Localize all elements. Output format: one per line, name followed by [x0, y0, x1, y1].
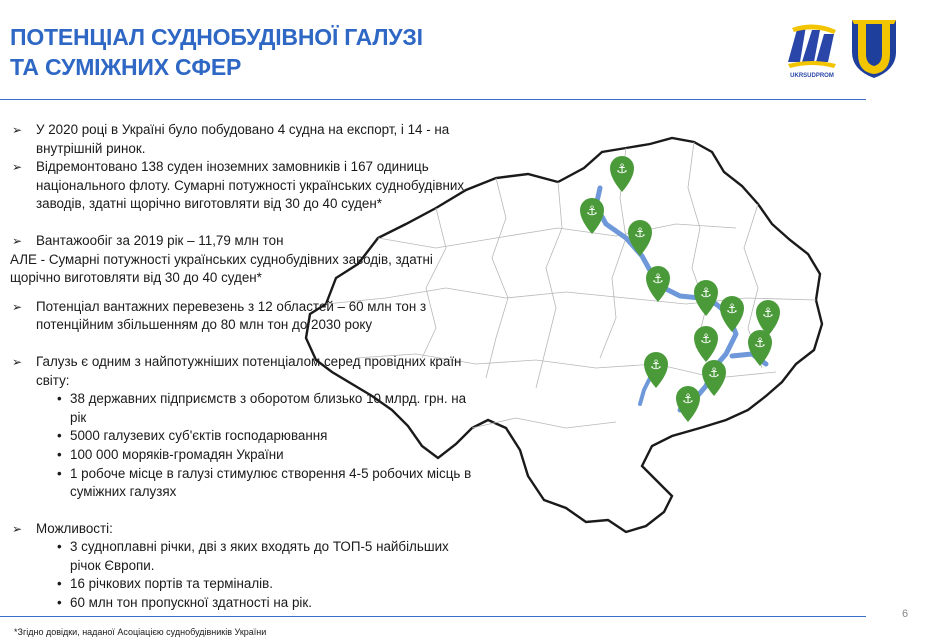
- list-item: ➢ Вантажообіг за 2019 рік – 11,79 млн тон: [10, 232, 475, 251]
- bullet-arrow-icon: ➢: [12, 521, 23, 536]
- page-title: [10, 22, 423, 82]
- footnote: *Згідно довідки, наданої Асоціацією суднобудівників України: [14, 627, 267, 637]
- list-item: ➢ Відремонтовано 138 суден іноземних замовників і 167 одиниць національного флоту. Сумарні потужності українських суднобудівних заводів, здатні щорічно виготовляти від 30 до 40 суден*: [12, 159, 465, 212]
- page-number: 6: [902, 608, 909, 620]
- svg-text:⚓: ⚓: [726, 302, 738, 317]
- bullet-arrow-icon: ➢: [12, 160, 23, 175]
- ukrsudprom-logo: [784, 18, 840, 80]
- sub-list-item: • 3 судноплавні річки, дві з яких входять до ТОП-5 найбільших річок Європи.: [57, 539, 449, 573]
- svg-text:⚓: ⚓: [650, 358, 662, 373]
- footer-divider: [0, 616, 866, 617]
- bullet-dot-icon: •: [57, 595, 62, 611]
- bullet-dot-icon: •: [57, 539, 62, 555]
- bullet-list: [10, 121, 475, 613]
- bullet-arrow-icon: ➢: [12, 233, 23, 248]
- list-item-continuation: АЛЕ - Сумарні потужності українських суднобудівних заводів, здатні щорічно виготовляти від 30 до 40 суден*: [10, 251, 433, 286]
- bullet-dot-icon: •: [57, 465, 62, 481]
- title-line-1: ПОТЕНЦІАЛ СУДНОБУДІВНОЇ ГАЛУЗІ: [10, 24, 423, 50]
- bullet-arrow-icon: ➢: [12, 123, 23, 137]
- bullet-dot-icon: •: [57, 576, 62, 592]
- header-divider: [0, 99, 866, 100]
- list-item: ➢ Можливості:: [10, 520, 475, 539]
- svg-text:⚓: ⚓: [700, 286, 712, 301]
- sub-list-item: • 100 000 моряків-громадян України: [10, 446, 475, 465]
- sub-list-item: • 38 державних підприємств з оборотом близько 10 млрд. грн. на рік: [57, 391, 467, 425]
- svg-text:⚓: ⚓: [682, 392, 694, 407]
- svg-text:⚓: ⚓: [586, 204, 598, 219]
- bullet-arrow-icon: ➢: [12, 354, 23, 369]
- bullet-dot-icon: •: [57, 428, 62, 444]
- logo-text: UKRSUDPROM: [790, 73, 834, 79]
- list-item: ➢ У 2020 році в Україні було побудовано 4 судна на експорт, і 14 - на внутрішній ринок.: [12, 122, 450, 156]
- svg-text:⚓: ⚓: [762, 306, 774, 321]
- university-shield-logo: [848, 16, 900, 80]
- list-item: ➢ Потенціал вантажних перевезень з 12 областей – 60 млн тон з потенційним збільшенням до 80 млн тон до 2030 року: [12, 298, 427, 333]
- svg-text:⚓: ⚓: [708, 366, 720, 381]
- sub-list-item: • 1 робоче місце в галузі стимулює створення 4-5 робочих місць в суміжних галузях: [57, 465, 472, 500]
- sub-list-item: • 16 річкових портів та терміналів.: [10, 575, 475, 594]
- title-line-2: ТА СУМІЖНИХ СФЕР: [10, 54, 242, 80]
- bullet-dot-icon: •: [57, 446, 62, 462]
- sub-list-item: • 60 млн тон пропускної здатності на рік.: [10, 594, 475, 613]
- bullet-arrow-icon: ➢: [12, 299, 23, 314]
- bullet-dot-icon: •: [57, 391, 62, 407]
- svg-text:⚓: ⚓: [700, 332, 712, 347]
- sub-list-item: • 5000 галузевих суб'єктів господарювання: [10, 427, 475, 446]
- svg-text:⚓: ⚓: [616, 162, 628, 177]
- svg-text:⚓: ⚓: [754, 336, 766, 351]
- svg-text:⚓: ⚓: [634, 226, 646, 241]
- svg-text:⚓: ⚓: [652, 272, 664, 287]
- list-item: ➢ Галузь є одним з найпотужніших потенціалом серед провідних країн світу:: [12, 353, 462, 388]
